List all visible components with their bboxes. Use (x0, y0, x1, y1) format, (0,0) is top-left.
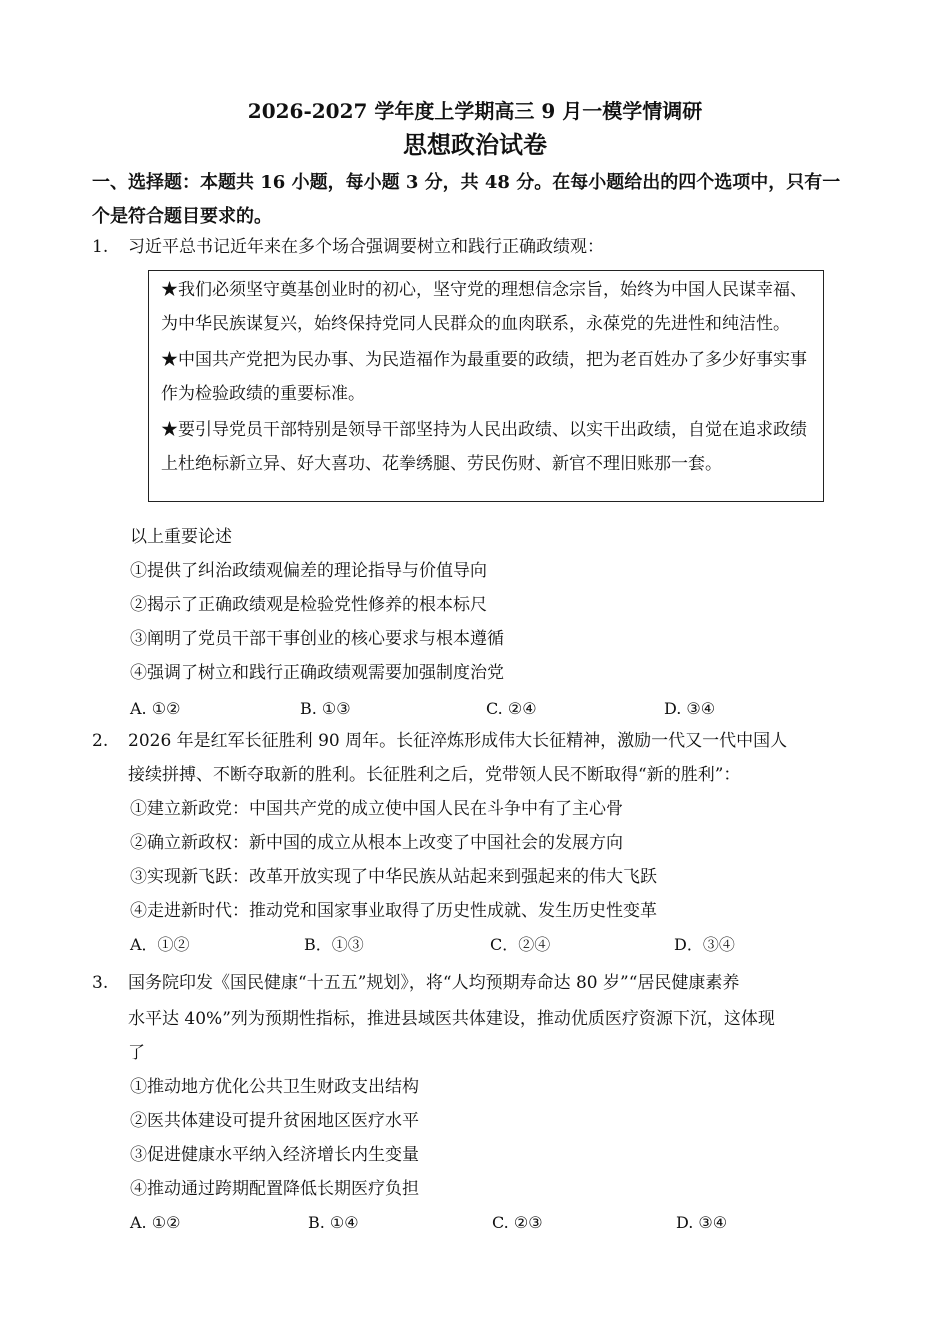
choice-statement: ④强调了树立和践行正确政绩观需要加强制度治党 (130, 663, 504, 683)
section-heading-line1: 一、选择题：本题共 16 小题，每小题 3 分，共 48 分。在每小题给出的四个选项中，只有一 (92, 172, 841, 193)
choice-statement: ④走进新时代：推动党和国家事业取得了历史性成就、发生历史性变革 (130, 901, 657, 921)
choice-statement: ①提供了纠治政绩观偏差的理论指导与价值导向 (130, 561, 487, 581)
option-b[interactable]: B．①③ (304, 935, 364, 954)
section-heading-line2: 个是符合题目要求的。 (92, 206, 272, 227)
option-c[interactable]: C．②④ (490, 935, 551, 954)
quote-item: ★我们必须坚守奠基创业时的初心，坚守党的理想信念宗旨，始终为中国人民谋幸福、为中华民族谋复兴，始终保持党同人民群众的血肉联系，永葆党的先进性和纯洁性。 (161, 280, 807, 334)
quote-item: ★中国共产党把为民办事、为民造福作为最重要的政绩，把为老百姓办了多少好事实事作为检验政绩的重要标准。 (161, 350, 807, 404)
option-b[interactable]: B. ①④ (308, 1213, 359, 1232)
option-c[interactable]: C. ②③ (492, 1213, 543, 1232)
choice-statement: ①推动地方优化公共卫生财政支出结构 (130, 1077, 419, 1097)
choice-statement: ②医共体建设可提升贫困地区医疗水平 (130, 1111, 419, 1131)
quote-item: ★要引导党员干部特别是领导干部坚持为人民出政绩、以实干出政绩，自觉在追求政绩上杜绝标新立异、好大喜功、花拳绣腿、劳民伤财、新官不理旧账那一套。 (161, 420, 807, 474)
question-stem-line: 水平达 40%”列为预期性指标，推进县域医共体建设，推动优质医疗资源下沉，这体现 (128, 1009, 775, 1029)
option-a[interactable]: A. ①② (130, 1213, 181, 1232)
question-number: 3. (92, 973, 109, 993)
option-a[interactable]: A．①② (130, 935, 190, 954)
choice-statement: ③阐明了党员干部干事创业的核心要求与根本遵循 (130, 629, 504, 649)
question-stem-line: 国务院印发《国民健康“十五五”规划》，将“人均预期寿命达 80 岁”“居民健康素养 (128, 973, 740, 993)
option-d[interactable]: D. ③④ (676, 1213, 728, 1232)
question-2 (92, 724, 872, 758)
question-stem-line: 接续拼搏、不断夺取新的胜利。长征胜利之后，党带领人民不断取得“新的胜利”： (128, 765, 741, 785)
choice-statement: ②确立新政权：新中国的成立从根本上改变了中国社会的发展方向 (130, 833, 623, 853)
choice-statement: ③促进健康水平纳入经济增长内生变量 (130, 1145, 419, 1165)
option-a[interactable]: A. ①② (130, 699, 181, 718)
option-d[interactable]: D．③④ (674, 935, 735, 954)
question-number: 1. (92, 237, 109, 257)
question-stem-line: 2026 年是红军长征胜利 90 周年。长征淬炼形成伟大长征精神，激励一代又一代中国人 (128, 731, 788, 751)
choice-statement: ①建立新政党：中国共产党的成立使中国人民在斗争中有了主心骨 (130, 799, 623, 819)
question-stem: 习近平总书记近年来在多个场合强调要树立和践行正确政绩观： (128, 237, 604, 257)
option-c[interactable]: C. ②④ (486, 699, 537, 718)
quote-box (148, 270, 824, 502)
question-1 (92, 230, 872, 264)
option-d[interactable]: D. ③④ (664, 699, 716, 718)
question-3 (92, 966, 872, 1000)
question-lead: 以上重要论述 (130, 527, 232, 547)
choice-statement: ④推动通过跨期配置降低长期医疗负担 (130, 1179, 419, 1199)
question-stem-line: 了 (128, 1043, 145, 1063)
question-number: 2. (92, 731, 109, 751)
choice-statement: ③实现新飞跃：改革开放实现了中华民族从站起来到强起来的伟大飞跃 (130, 867, 657, 887)
choice-statement: ②揭示了正确政绩观是检验党性修养的根本标尺 (130, 595, 487, 615)
section-heading (92, 166, 872, 234)
exam-subject: 思想政治试卷 (403, 130, 547, 159)
option-b[interactable]: B. ①③ (300, 699, 351, 718)
exam-title: 2026-2027 学年度上学期高三 9 月一模学情调研 (247, 99, 703, 123)
